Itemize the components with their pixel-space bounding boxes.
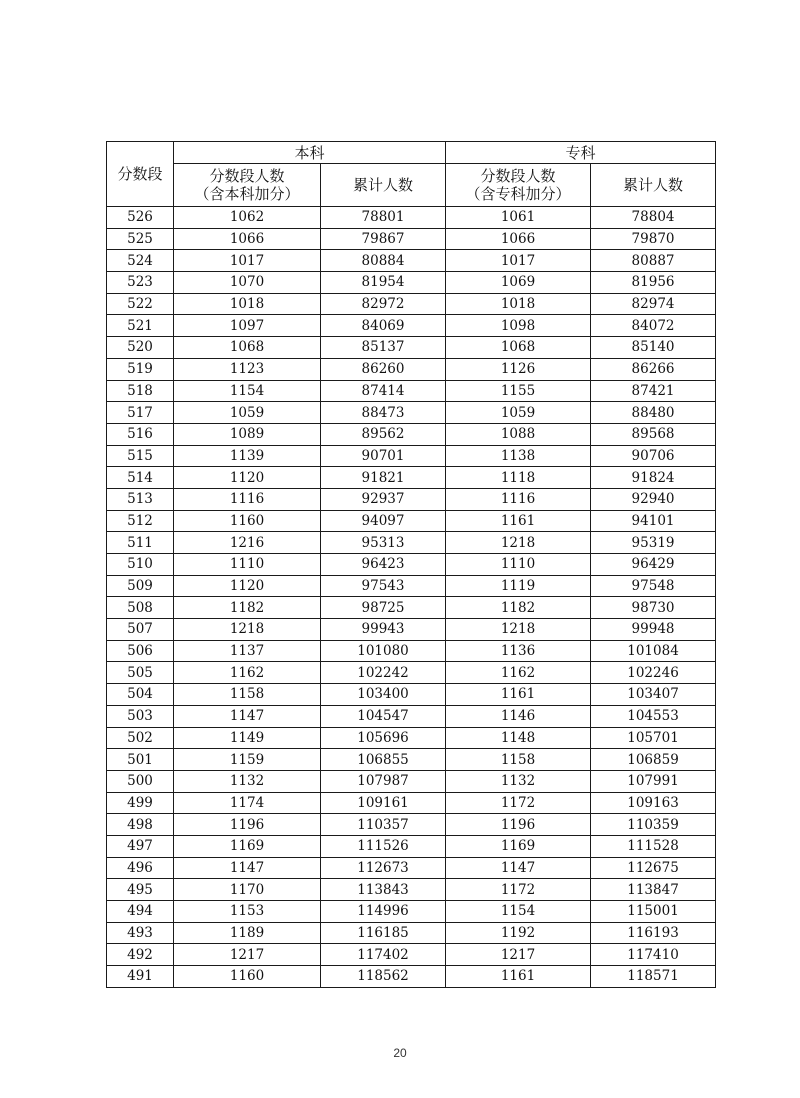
header-zhuanke-count-line1: 分数段人数 bbox=[480, 167, 556, 185]
zhuanke-cumulative-cell: 97548 bbox=[591, 575, 716, 597]
benke-cumulative-cell: 105696 bbox=[321, 727, 446, 749]
zhuanke-cumulative-cell: 78804 bbox=[591, 207, 716, 229]
header-benke-count-line2: （含本科加分） bbox=[194, 185, 300, 203]
benke-count-cell: 1189 bbox=[174, 922, 321, 944]
zhuanke-count-cell: 1161 bbox=[446, 966, 591, 988]
score-cell: 525 bbox=[107, 228, 174, 250]
benke-count-cell: 1089 bbox=[174, 423, 321, 445]
table-row bbox=[107, 532, 716, 554]
table-row bbox=[107, 207, 716, 229]
zhuanke-count-cell: 1218 bbox=[446, 532, 591, 554]
zhuanke-count-cell: 1182 bbox=[446, 597, 591, 619]
zhuanke-cumulative-cell: 79870 bbox=[591, 228, 716, 250]
zhuanke-cumulative-cell: 87421 bbox=[591, 380, 716, 402]
score-cell: 514 bbox=[107, 467, 174, 489]
benke-count-cell: 1147 bbox=[174, 857, 321, 879]
table-header bbox=[107, 142, 716, 207]
benke-count-cell: 1116 bbox=[174, 488, 321, 510]
benke-count-cell: 1158 bbox=[174, 684, 321, 706]
score-cell: 503 bbox=[107, 705, 174, 727]
score-cell: 504 bbox=[107, 684, 174, 706]
zhuanke-count-cell: 1172 bbox=[446, 879, 591, 901]
header-zhuanke-count-line2: （含专科加分） bbox=[465, 185, 571, 203]
zhuanke-cumulative-cell: 92940 bbox=[591, 488, 716, 510]
benke-cumulative-cell: 106855 bbox=[321, 749, 446, 771]
table-row bbox=[107, 814, 716, 836]
zhuanke-cumulative-cell: 94101 bbox=[591, 510, 716, 532]
zhuanke-count-cell: 1061 bbox=[446, 207, 591, 229]
zhuanke-cumulative-cell: 81956 bbox=[591, 272, 716, 294]
zhuanke-count-cell: 1088 bbox=[446, 423, 591, 445]
table-row bbox=[107, 315, 716, 337]
table-row bbox=[107, 488, 716, 510]
benke-count-cell: 1196 bbox=[174, 814, 321, 836]
table-row bbox=[107, 423, 716, 445]
benke-cumulative-cell: 113843 bbox=[321, 879, 446, 901]
table-row bbox=[107, 272, 716, 294]
benke-count-cell: 1149 bbox=[174, 727, 321, 749]
zhuanke-cumulative-cell: 104553 bbox=[591, 705, 716, 727]
zhuanke-cumulative-cell: 80887 bbox=[591, 250, 716, 272]
score-cell: 495 bbox=[107, 879, 174, 901]
benke-cumulative-cell: 109161 bbox=[321, 792, 446, 814]
table-row bbox=[107, 554, 716, 576]
benke-count-cell: 1169 bbox=[174, 835, 321, 857]
zhuanke-count-cell: 1116 bbox=[446, 488, 591, 510]
zhuanke-cumulative-cell: 96429 bbox=[591, 554, 716, 576]
zhuanke-count-cell: 1218 bbox=[446, 619, 591, 641]
zhuanke-cumulative-cell: 95319 bbox=[591, 532, 716, 554]
zhuanke-cumulative-cell: 102246 bbox=[591, 662, 716, 684]
header-benke-count bbox=[174, 164, 321, 207]
score-cell: 524 bbox=[107, 250, 174, 272]
benke-cumulative-cell: 114996 bbox=[321, 901, 446, 923]
benke-cumulative-cell: 90701 bbox=[321, 445, 446, 467]
benke-count-cell: 1182 bbox=[174, 597, 321, 619]
benke-count-cell: 1070 bbox=[174, 272, 321, 294]
benke-cumulative-cell: 84069 bbox=[321, 315, 446, 337]
table-row bbox=[107, 445, 716, 467]
benke-cumulative-cell: 97543 bbox=[321, 575, 446, 597]
score-cell: 510 bbox=[107, 554, 174, 576]
score-cell: 499 bbox=[107, 792, 174, 814]
benke-cumulative-cell: 112673 bbox=[321, 857, 446, 879]
table-row bbox=[107, 662, 716, 684]
table-row bbox=[107, 879, 716, 901]
score-cell: 518 bbox=[107, 380, 174, 402]
table-row bbox=[107, 684, 716, 706]
zhuanke-cumulative-cell: 99948 bbox=[591, 619, 716, 641]
table-row bbox=[107, 901, 716, 923]
benke-count-cell: 1153 bbox=[174, 901, 321, 923]
zhuanke-cumulative-cell: 103407 bbox=[591, 684, 716, 706]
benke-cumulative-cell: 101080 bbox=[321, 640, 446, 662]
benke-cumulative-cell: 104547 bbox=[321, 705, 446, 727]
score-cell: 496 bbox=[107, 857, 174, 879]
table-row bbox=[107, 250, 716, 272]
score-cell: 513 bbox=[107, 488, 174, 510]
score-cell: 508 bbox=[107, 597, 174, 619]
benke-count-cell: 1066 bbox=[174, 228, 321, 250]
zhuanke-count-cell: 1066 bbox=[446, 228, 591, 250]
benke-count-cell: 1059 bbox=[174, 402, 321, 424]
zhuanke-count-cell: 1017 bbox=[446, 250, 591, 272]
table-row bbox=[107, 228, 716, 250]
benke-count-cell: 1162 bbox=[174, 662, 321, 684]
benke-cumulative-cell: 117402 bbox=[321, 944, 446, 966]
score-cell: 507 bbox=[107, 619, 174, 641]
benke-count-cell: 1170 bbox=[174, 879, 321, 901]
header-group-zhuanke: 专科 bbox=[446, 142, 716, 164]
zhuanke-count-cell: 1132 bbox=[446, 770, 591, 792]
zhuanke-cumulative-cell: 116193 bbox=[591, 922, 716, 944]
zhuanke-count-cell: 1196 bbox=[446, 814, 591, 836]
score-cell: 515 bbox=[107, 445, 174, 467]
benke-count-cell: 1123 bbox=[174, 358, 321, 380]
score-cell: 522 bbox=[107, 293, 174, 315]
score-cell: 506 bbox=[107, 640, 174, 662]
benke-count-cell: 1132 bbox=[174, 770, 321, 792]
benke-count-cell: 1154 bbox=[174, 380, 321, 402]
zhuanke-cumulative-cell: 112675 bbox=[591, 857, 716, 879]
benke-count-cell: 1120 bbox=[174, 467, 321, 489]
score-cell: 516 bbox=[107, 423, 174, 445]
table-row bbox=[107, 749, 716, 771]
table-row bbox=[107, 358, 716, 380]
zhuanke-count-cell: 1069 bbox=[446, 272, 591, 294]
benke-cumulative-cell: 102242 bbox=[321, 662, 446, 684]
zhuanke-cumulative-cell: 86266 bbox=[591, 358, 716, 380]
benke-cumulative-cell: 94097 bbox=[321, 510, 446, 532]
zhuanke-count-cell: 1136 bbox=[446, 640, 591, 662]
benke-count-cell: 1097 bbox=[174, 315, 321, 337]
zhuanke-cumulative-cell: 105701 bbox=[591, 727, 716, 749]
zhuanke-count-cell: 1169 bbox=[446, 835, 591, 857]
zhuanke-count-cell: 1098 bbox=[446, 315, 591, 337]
zhuanke-cumulative-cell: 109163 bbox=[591, 792, 716, 814]
benke-count-cell: 1137 bbox=[174, 640, 321, 662]
score-cell: 497 bbox=[107, 835, 174, 857]
zhuanke-count-cell: 1118 bbox=[446, 467, 591, 489]
zhuanke-count-cell: 1154 bbox=[446, 901, 591, 923]
benke-count-cell: 1174 bbox=[174, 792, 321, 814]
zhuanke-count-cell: 1110 bbox=[446, 554, 591, 576]
table-row bbox=[107, 293, 716, 315]
benke-cumulative-cell: 87414 bbox=[321, 380, 446, 402]
table-row bbox=[107, 402, 716, 424]
header-benke-cumulative: 累计人数 bbox=[321, 164, 446, 207]
zhuanke-count-cell: 1192 bbox=[446, 922, 591, 944]
benke-cumulative-cell: 80884 bbox=[321, 250, 446, 272]
table-row bbox=[107, 619, 716, 641]
score-cell: 498 bbox=[107, 814, 174, 836]
benke-cumulative-cell: 85137 bbox=[321, 337, 446, 359]
benke-count-cell: 1217 bbox=[174, 944, 321, 966]
benke-cumulative-cell: 96423 bbox=[321, 554, 446, 576]
zhuanke-count-cell: 1162 bbox=[446, 662, 591, 684]
header-score-band: 分数段 bbox=[107, 142, 174, 207]
table-row bbox=[107, 792, 716, 814]
table-row bbox=[107, 966, 716, 988]
score-cell: 502 bbox=[107, 727, 174, 749]
benke-cumulative-cell: 92937 bbox=[321, 488, 446, 510]
table-row bbox=[107, 857, 716, 879]
zhuanke-cumulative-cell: 115001 bbox=[591, 901, 716, 923]
benke-count-cell: 1160 bbox=[174, 966, 321, 988]
score-cell: 501 bbox=[107, 749, 174, 771]
score-cell: 509 bbox=[107, 575, 174, 597]
table-row bbox=[107, 510, 716, 532]
score-cell: 523 bbox=[107, 272, 174, 294]
benke-count-cell: 1160 bbox=[174, 510, 321, 532]
zhuanke-cumulative-cell: 91824 bbox=[591, 467, 716, 489]
zhuanke-count-cell: 1068 bbox=[446, 337, 591, 359]
header-zhuanke-count bbox=[446, 164, 591, 207]
score-cell: 500 bbox=[107, 770, 174, 792]
header-benke-count-line1: 分数段人数 bbox=[209, 167, 285, 185]
table-row bbox=[107, 922, 716, 944]
zhuanke-count-cell: 1161 bbox=[446, 510, 591, 532]
zhuanke-cumulative-cell: 118571 bbox=[591, 966, 716, 988]
benke-count-cell: 1147 bbox=[174, 705, 321, 727]
zhuanke-count-cell: 1146 bbox=[446, 705, 591, 727]
table-row bbox=[107, 380, 716, 402]
benke-count-cell: 1120 bbox=[174, 575, 321, 597]
benke-count-cell: 1018 bbox=[174, 293, 321, 315]
table-row bbox=[107, 597, 716, 619]
score-distribution-table bbox=[106, 141, 716, 988]
header-row-groups bbox=[107, 142, 716, 164]
zhuanke-cumulative-cell: 90706 bbox=[591, 445, 716, 467]
score-cell: 520 bbox=[107, 337, 174, 359]
table-row bbox=[107, 727, 716, 749]
benke-cumulative-cell: 107987 bbox=[321, 770, 446, 792]
benke-count-cell: 1068 bbox=[174, 337, 321, 359]
benke-cumulative-cell: 116185 bbox=[321, 922, 446, 944]
table-row bbox=[107, 705, 716, 727]
benke-count-cell: 1110 bbox=[174, 554, 321, 576]
header-row-columns bbox=[107, 164, 716, 207]
zhuanke-count-cell: 1018 bbox=[446, 293, 591, 315]
zhuanke-count-cell: 1119 bbox=[446, 575, 591, 597]
benke-cumulative-cell: 110357 bbox=[321, 814, 446, 836]
benke-cumulative-cell: 111526 bbox=[321, 835, 446, 857]
zhuanke-count-cell: 1158 bbox=[446, 749, 591, 771]
zhuanke-cumulative-cell: 98730 bbox=[591, 597, 716, 619]
zhuanke-count-cell: 1148 bbox=[446, 727, 591, 749]
table-row bbox=[107, 467, 716, 489]
score-cell: 505 bbox=[107, 662, 174, 684]
score-cell: 519 bbox=[107, 358, 174, 380]
table-row bbox=[107, 944, 716, 966]
header-zhuanke-cumulative: 累计人数 bbox=[591, 164, 716, 207]
benke-cumulative-cell: 78801 bbox=[321, 207, 446, 229]
table-row bbox=[107, 835, 716, 857]
table-row bbox=[107, 770, 716, 792]
benke-count-cell: 1139 bbox=[174, 445, 321, 467]
benke-cumulative-cell: 82972 bbox=[321, 293, 446, 315]
benke-count-cell: 1017 bbox=[174, 250, 321, 272]
benke-cumulative-cell: 118562 bbox=[321, 966, 446, 988]
zhuanke-cumulative-cell: 117410 bbox=[591, 944, 716, 966]
benke-count-cell: 1159 bbox=[174, 749, 321, 771]
benke-cumulative-cell: 103400 bbox=[321, 684, 446, 706]
zhuanke-count-cell: 1147 bbox=[446, 857, 591, 879]
zhuanke-cumulative-cell: 82974 bbox=[591, 293, 716, 315]
benke-cumulative-cell: 88473 bbox=[321, 402, 446, 424]
benke-cumulative-cell: 99943 bbox=[321, 619, 446, 641]
table-row bbox=[107, 575, 716, 597]
zhuanke-cumulative-cell: 113847 bbox=[591, 879, 716, 901]
zhuanke-cumulative-cell: 89568 bbox=[591, 423, 716, 445]
page-number: 20 bbox=[393, 1046, 407, 1060]
zhuanke-count-cell: 1217 bbox=[446, 944, 591, 966]
table-row bbox=[107, 337, 716, 359]
benke-cumulative-cell: 91821 bbox=[321, 467, 446, 489]
benke-count-cell: 1218 bbox=[174, 619, 321, 641]
zhuanke-cumulative-cell: 88480 bbox=[591, 402, 716, 424]
score-cell: 517 bbox=[107, 402, 174, 424]
table-row bbox=[107, 640, 716, 662]
benke-cumulative-cell: 81954 bbox=[321, 272, 446, 294]
zhuanke-cumulative-cell: 85140 bbox=[591, 337, 716, 359]
score-cell: 491 bbox=[107, 966, 174, 988]
benke-cumulative-cell: 89562 bbox=[321, 423, 446, 445]
zhuanke-cumulative-cell: 107991 bbox=[591, 770, 716, 792]
zhuanke-count-cell: 1138 bbox=[446, 445, 591, 467]
score-cell: 512 bbox=[107, 510, 174, 532]
score-cell: 511 bbox=[107, 532, 174, 554]
zhuanke-cumulative-cell: 101084 bbox=[591, 640, 716, 662]
benke-cumulative-cell: 98725 bbox=[321, 597, 446, 619]
zhuanke-cumulative-cell: 110359 bbox=[591, 814, 716, 836]
benke-cumulative-cell: 86260 bbox=[321, 358, 446, 380]
score-cell: 521 bbox=[107, 315, 174, 337]
score-cell: 526 bbox=[107, 207, 174, 229]
benke-cumulative-cell: 79867 bbox=[321, 228, 446, 250]
benke-count-cell: 1216 bbox=[174, 532, 321, 554]
score-cell: 493 bbox=[107, 922, 174, 944]
zhuanke-cumulative-cell: 106859 bbox=[591, 749, 716, 771]
header-group-benke: 本科 bbox=[174, 142, 446, 164]
benke-cumulative-cell: 95313 bbox=[321, 532, 446, 554]
zhuanke-count-cell: 1126 bbox=[446, 358, 591, 380]
zhuanke-cumulative-cell: 84072 bbox=[591, 315, 716, 337]
zhuanke-count-cell: 1059 bbox=[446, 402, 591, 424]
zhuanke-count-cell: 1161 bbox=[446, 684, 591, 706]
score-cell: 494 bbox=[107, 901, 174, 923]
zhuanke-count-cell: 1172 bbox=[446, 792, 591, 814]
score-cell: 492 bbox=[107, 944, 174, 966]
zhuanke-cumulative-cell: 111528 bbox=[591, 835, 716, 857]
benke-count-cell: 1062 bbox=[174, 207, 321, 229]
zhuanke-count-cell: 1155 bbox=[446, 380, 591, 402]
table-body bbox=[107, 207, 716, 988]
